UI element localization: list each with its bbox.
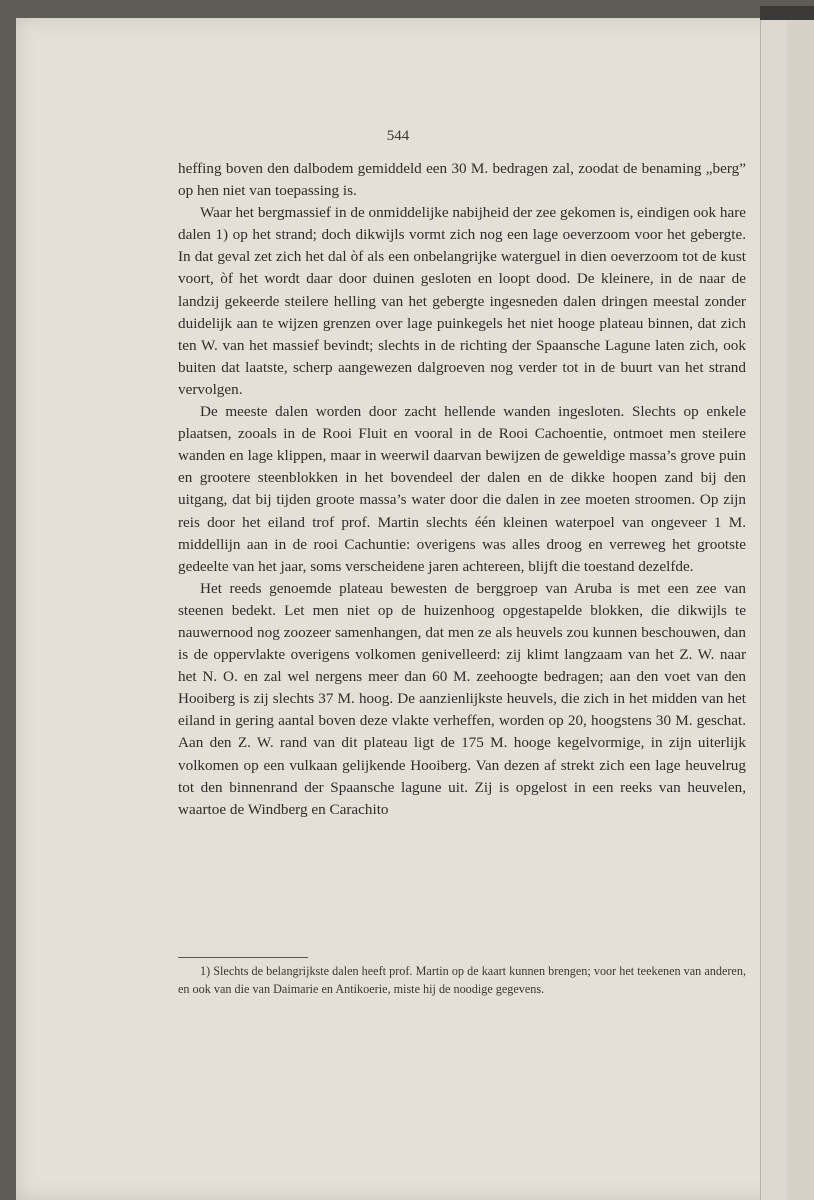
paragraph: Het reeds genoemde plateau bewesten de berggroep van Aruba is met een zee van steenen bedekt. Let men niet op de huizenhoog opgestapelde blokken, die dikwijls te nauwernood nog zoozeer samenhangen, dat men ze als heuvels zou kunnen beschouwen, dan is de oppervlakte overigens volkomen genivelleerd: zij klimt langzaam van het Z. W. naar het N. O. en zal wel nergens meer dan 60 M. zeehoogte bedragen; aan den voet van den Hooiberg is zij slechts 37 M. hoog. De aanzienlijkste heuvels, die zich in het midden van het eiland in gering aantal boven deze vlakte verheffen, worden op 20, hoogstens 30 M. geschat. Aan den Z. W. rand van dit plateau ligt de 175 M. hooge kegelvormige, in zijn uiterlijk volkomen op een vulkaan gelijkende Hooiberg. Van dezen af strekt zich een lage heuvelrug tot den binnenrand der Spaansche lagune uit. Zij is opgelost in een reeks van heuvelen, waartoe de Windberg en Carachito (178, 579, 746, 818)
paragraph: Waar het bergmassief in de onmiddelijke nabijheid der zee gekomen is, eindigen ook hare dalen 1) op het strand; doch dikwijls vormt zich nog een lage oeverzoom voor het gebergte. In dat geval zet zich het dal òf als een onbelangrijke waterguel in dien oeverzoom tot de kust voort, òf het wordt daar door duinen gesloten en loopt dood. De kleinere, in de naar de landzij gekeerde steilere helling van het gebergte ingesneden dalen dringen meestal zonder duidelijk aan te wijzen grenzen over lage puinkegels het niet hooge plateau binnen, dat zich ten W. van het massief bevindt; slechts in de richting der Spaansche Lagune laten zich, ook buiten dat laatste, scherp aangewezen dalgroeven nog verder tot in de buurt van het strand vervolgen. (178, 204, 746, 398)
footnote-divider (178, 957, 308, 958)
page-number: 544 (386, 128, 410, 144)
paragraph: heffing boven den dalbodem gemiddeld een 30 M. bedragen zal, zoodat de benaming „berg” op hen niet van toepassing is. (178, 160, 746, 200)
footnote (178, 962, 746, 998)
page-edge-strip (787, 20, 814, 1200)
footnote-text: 1) Slechts de belangrijkste dalen heeft prof. Martin op de kaart kunnen brengen; voor het teekenen van anderen, en ook van die van Daimarie en Antikoerie, miste hij de noodige gegevens. (178, 964, 746, 996)
body-text (178, 158, 746, 821)
page-sheet (16, 18, 780, 1200)
scan-border (760, 6, 814, 20)
paragraph: De meeste dalen worden door zacht hellende wanden ingesloten. Slechts op enkele plaatsen, zooals in de Rooi Fluit en vooral in de Rooi Cachoentie, ontmoet men steilere wanden en lage klippen, maar in weerwil daarvan bewijzen de geweldige massa’s grove puin en grootere steenblokken in het bovendeel der dalen en de dikke hoopen zand bij den uitgang, dat bij tijden groote massa’s water door die dalen in zee moeten stroomen. Op zijn reis door het eiland trof prof. Martin slechts één kleinen waterpoel van ongeveer 1 M. middellijn aan in de rooi Cachuntie: overigens was alles droog en verreweg het grootste gedeelte van het jaar, soms verscheidene jaren achtereen, blijft die toestand dezelfde. (178, 403, 746, 575)
